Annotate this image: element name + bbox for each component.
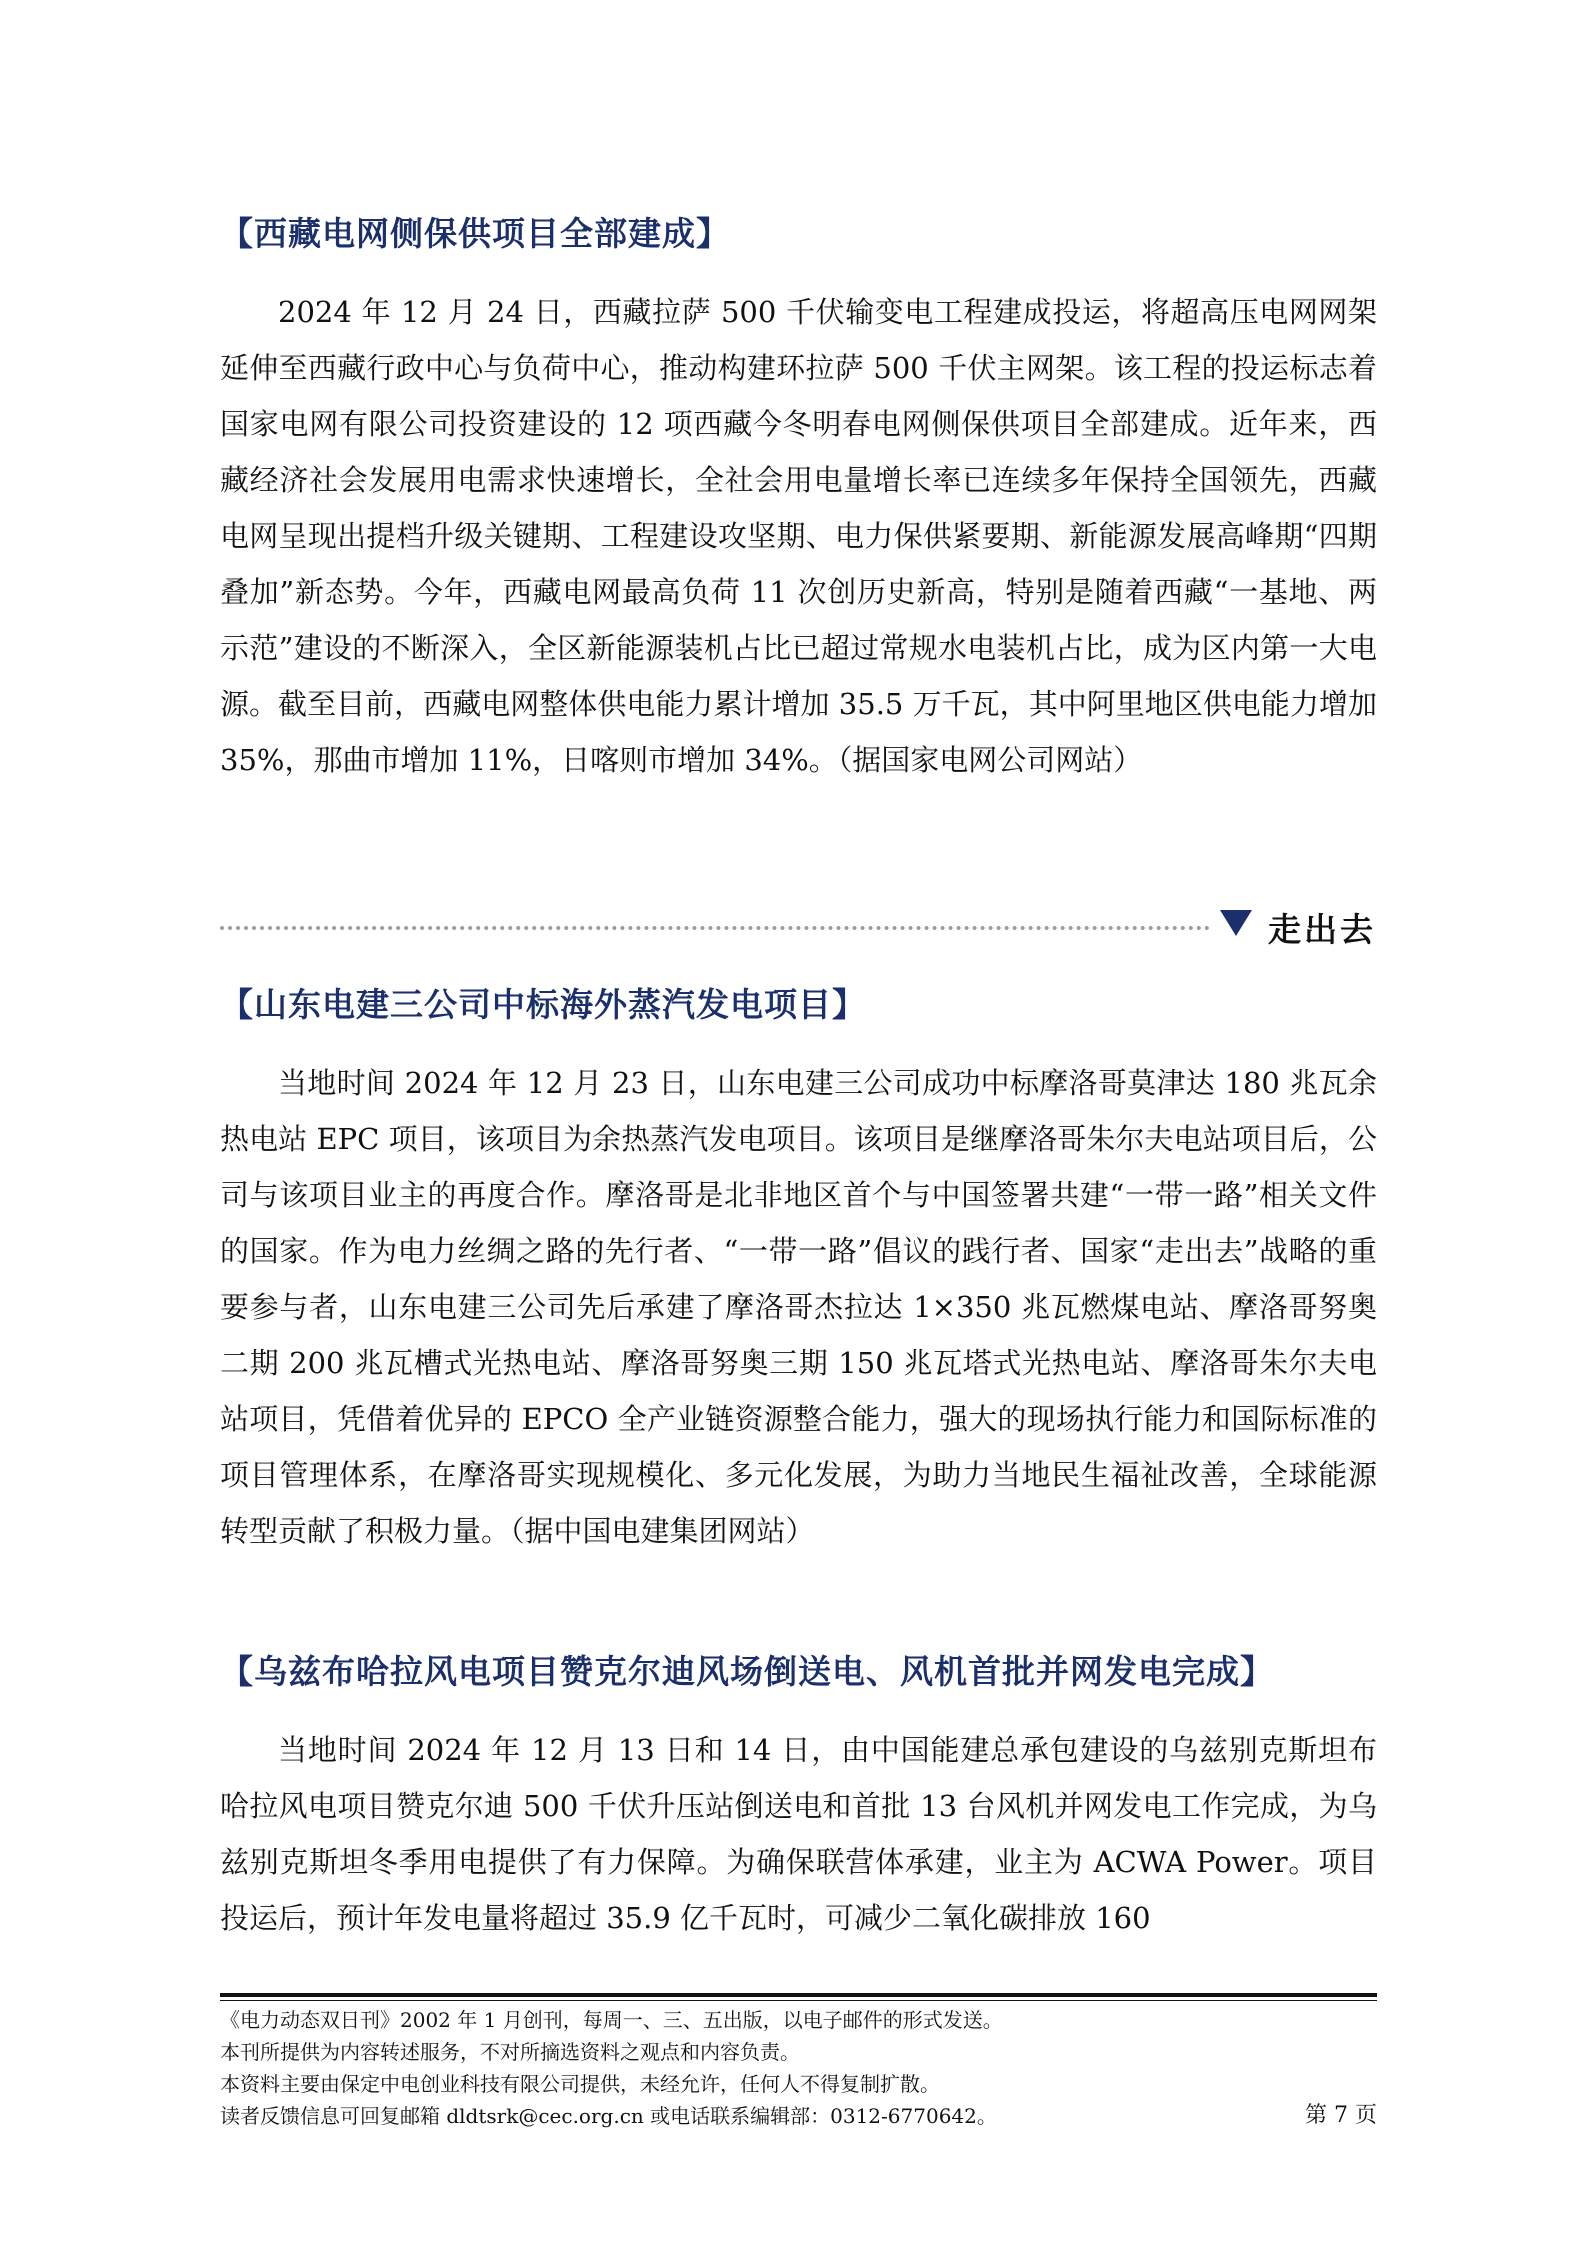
section-3-title-text: 乌兹布哈拉风电项目赞克尔迪风场倒送电、风机首批并网发电完成	[254, 1652, 1240, 1691]
footer-line: 本资料主要由保定中电创业科技有限公司提供，未经允许，任何人不得复制扩散。	[220, 2072, 940, 2096]
footer	[220, 2004, 1377, 2132]
section-1-title-text: 西藏电网侧保供项目全部建成	[254, 214, 696, 253]
footer-line: 读者反馈信息可回复邮箱 dldtsrk@cec.org.cn 或电话联系编辑部：0312-6770642。	[220, 2104, 997, 2128]
bracket-close: 】	[1240, 1652, 1274, 1691]
triangle-down-icon	[1220, 910, 1252, 936]
section-2-paragraph: 当地时间 2024 年 12 月 23 日，山东电建三公司成功中标摩洛哥莫津达 180 兆瓦余热电站 EPC 项目，该项目为余热蒸汽发电项目。该项目是继摩洛哥朱尔夫电站项目后，公司与该项目业主的再度合作。摩洛哥是北非地区首个与中国签署共建“一带一路”相关文件的国家。作为电力丝绸之路的先行者、“一带一路”倡议的践行者、国家“走出去”战略的重要参与者，山东电建三公司先后承建了摩洛哥杰拉达 1×350 兆瓦燃煤电站、摩洛哥努奥二期 200 兆瓦槽式光热电站、摩洛哥努奥三期 150 兆瓦塔式光热电站、摩洛哥朱尔夫电站项目，凭借着优异的 EPCO 全产业链资源整合能力，强大的现场执行能力和国际标准的项目管理体系，在摩洛哥实现规模化、多元化发展，为助力当地民生福祉改善，全球能源转型贡献了积极力量。（据中国电建集团网站）	[220, 1066, 1377, 1548]
footer-rule-thin	[220, 2000, 1377, 2001]
section-3-title	[220, 1650, 1274, 1694]
section-1-title	[220, 212, 730, 256]
bracket-open: 【	[220, 214, 254, 253]
section-3-body	[220, 1722, 1377, 1946]
page-number: 第 7 页	[1305, 2103, 1377, 2128]
section-1-body	[220, 284, 1377, 788]
section-2-title-text: 山东电建三公司中标海外蒸汽发电项目	[254, 985, 832, 1024]
bracket-open: 【	[220, 1652, 254, 1691]
bracket-close: 】	[696, 214, 730, 253]
footer-line: 《电力动态双日刊》2002 年 1 月创刊，每周一、三、五出版，以电子邮件的形式发送。	[220, 2008, 1003, 2032]
section-2-body	[220, 1055, 1377, 1559]
bracket-open: 【	[220, 985, 254, 1024]
section-2-title	[220, 983, 866, 1027]
footer-rule-thick	[220, 1993, 1377, 1997]
section-1-paragraph: 2024 年 12 月 24 日，西藏拉萨 500 千伏输变电工程建成投运，将超高压电网网架延伸至西藏行政中心与负荷中心，推动构建环拉萨 500 千伏主网架。该工程的投运标志着国家电网有限公司投资建设的 12 项西藏今冬明春电网侧保供项目全部建成。近年来，西藏经济社会发展用电需求快速增长，全社会用电量增长率已连续多年保持全国领先，西藏电网呈现出提档升级关键期、工程建设攻坚期、电力保供紧要期、新能源发展高峰期“四期叠加”新态势。今年，西藏电网最高负荷 11 次创历史新高，特别是随着西藏“一基地、两示范”建设的不断深入，全区新能源装机占比已超过常规水电装机占比，成为区内第一大电源。截至目前，西藏电网整体供电能力累计增加 35.5 万千瓦，其中阿里地区供电能力增加 35%，那曲市增加 11%，日喀则市增加 34%。（据国家电网公司网站）	[220, 295, 1377, 777]
section-3-paragraph: 当地时间 2024 年 12 月 13 日和 14 日，由中国能建总承包建设的乌兹别克斯坦布哈拉风电项目赞克尔迪 500 千伏升压站倒送电和首批 13 台风机并网发电工作完成，为乌兹别克斯坦冬季用电提供了有力保障。为确保联营体承建，业主为 ACWA Power。项目投运后，预计年发电量将超过 35.9 亿千瓦时，可减少二氧化碳排放 160	[220, 1733, 1377, 1935]
bracket-close: 】	[832, 985, 866, 1024]
footer-line: 本刊所提供为内容转述服务，不对所摘选资料之观点和内容负责。	[220, 2040, 800, 2064]
section-divider	[220, 906, 1377, 950]
dotted-rule	[220, 926, 1210, 930]
section-category-label: 走出去	[1268, 910, 1376, 949]
